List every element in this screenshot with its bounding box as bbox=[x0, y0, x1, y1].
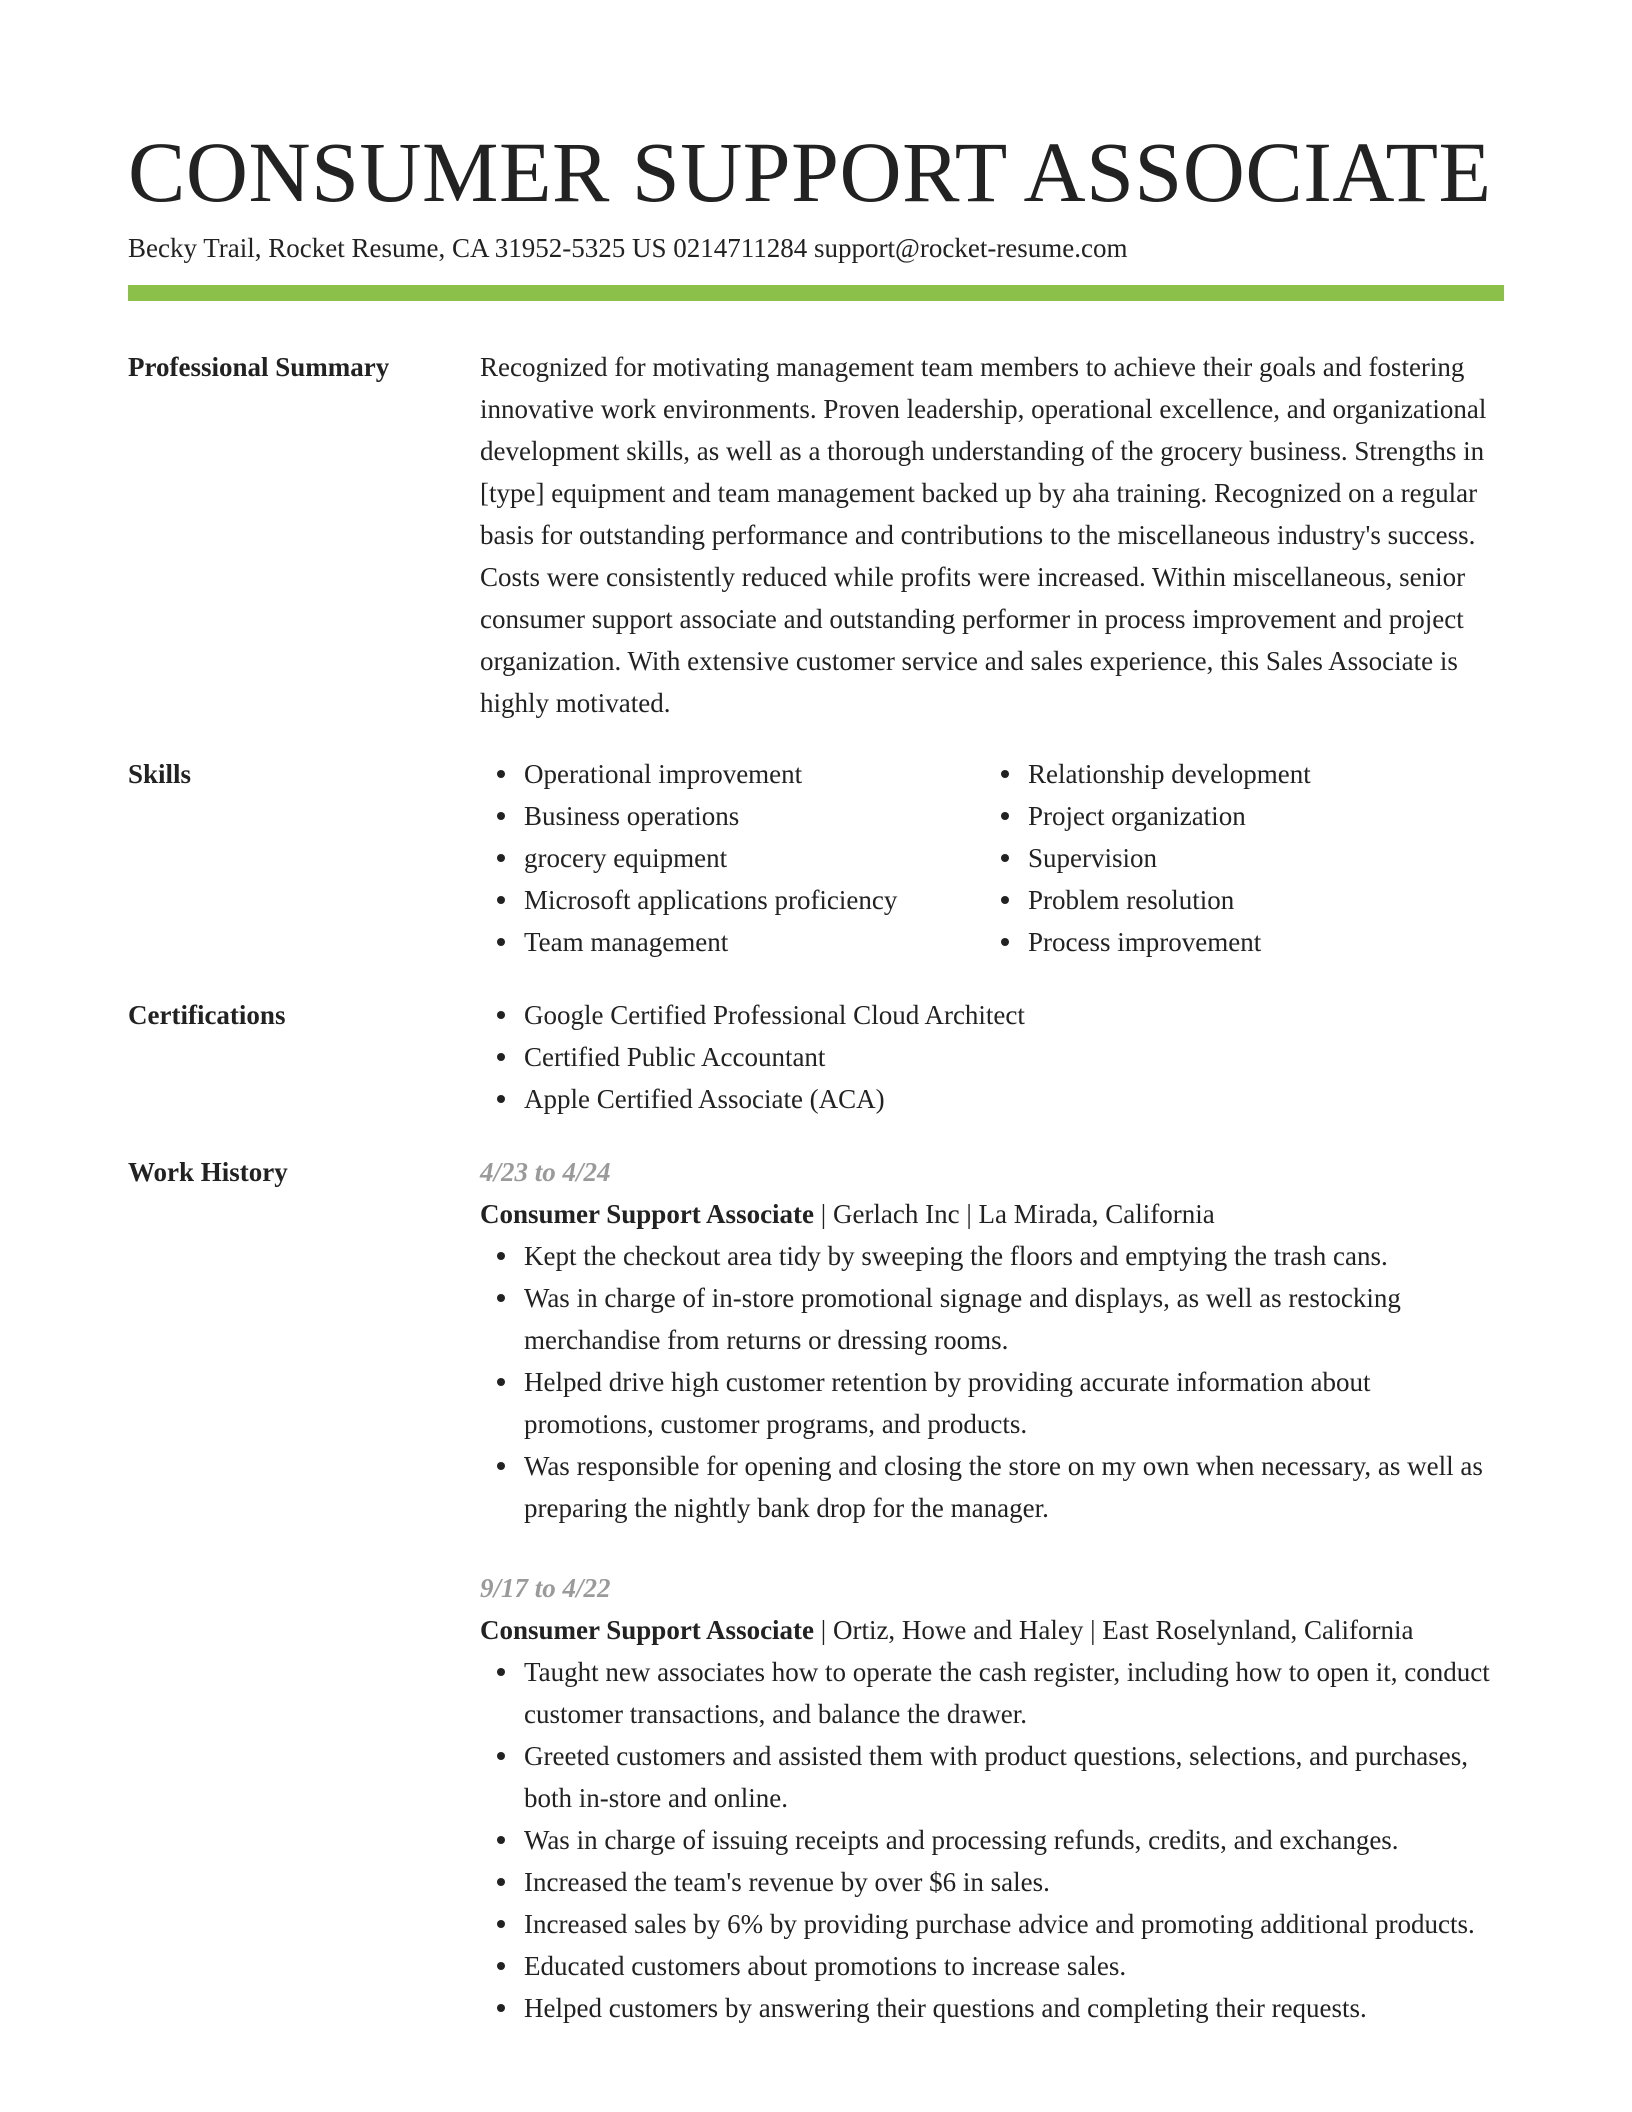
skill-item: grocery equipment bbox=[524, 837, 984, 879]
job-duty-item: Was in charge of issuing receipts and processing refunds, credits, and exchanges. bbox=[524, 1819, 1504, 1861]
certification-item: Apple Certified Associate (ACA) bbox=[524, 1078, 1504, 1120]
job-duty-item: Was in charge of in-store promotional signage and displays, as well as restocking merchandise from returns or dressing rooms. bbox=[524, 1277, 1504, 1361]
skill-item: Relationship development bbox=[1028, 753, 1488, 795]
accent-divider bbox=[128, 285, 1504, 301]
job-duties bbox=[480, 1235, 1504, 1529]
job-heading bbox=[480, 1193, 1504, 1235]
certification-item: Google Certified Professional Cloud Architect bbox=[524, 994, 1504, 1036]
resume-name-heading: CONSUMER SUPPORT ASSOCIATE bbox=[128, 124, 1492, 220]
job-duties bbox=[480, 1651, 1504, 2029]
job-employer-location: | Gerlach Inc | La Mirada, California bbox=[814, 1199, 1215, 1229]
job-dates: 9/17 to 4/22 bbox=[480, 1573, 611, 1603]
skill-item: Microsoft applications proficiency bbox=[524, 879, 984, 921]
job-heading bbox=[480, 1609, 1504, 1651]
skill-item: Project organization bbox=[1028, 795, 1488, 837]
job-title: Consumer Support Associate bbox=[480, 1615, 815, 1645]
certifications-body bbox=[480, 994, 1504, 1120]
job-title: Consumer Support Associate bbox=[480, 1199, 815, 1229]
job-duty-item: Helped customers by answering their questions and completing their requests. bbox=[524, 1987, 1504, 2029]
certification-item: Certified Public Accountant bbox=[524, 1036, 1504, 1078]
skills-heading: Skills bbox=[128, 759, 192, 789]
job-employer-location: | Ortiz, Howe and Haley | East Roselynland, California bbox=[814, 1615, 1414, 1645]
contact-line: Becky Trail, Rocket Resume, CA 31952-5325 US 0214711284 support@rocket-resume.com bbox=[128, 233, 1128, 263]
job-duty-item: Educated customers about promotions to increase sales. bbox=[524, 1945, 1504, 1987]
job-duty-item: Helped drive high customer retention by providing accurate information about promotions, customer programs, and products. bbox=[524, 1361, 1504, 1445]
work-history-heading: Work History bbox=[128, 1157, 288, 1187]
skill-item: Problem resolution bbox=[1028, 879, 1488, 921]
skill-item: Business operations bbox=[524, 795, 984, 837]
job-entry bbox=[480, 1151, 1504, 1529]
summary-body bbox=[480, 346, 1504, 724]
job-duty-item: Taught new associates how to operate the cash register, including how to open it, conduct customer transactions, and balance the drawer. bbox=[524, 1651, 1504, 1735]
work-history-body bbox=[480, 1151, 1504, 2029]
job-duty-item: Kept the checkout area tidy by sweeping the floors and emptying the trash cans. bbox=[524, 1235, 1504, 1277]
certifications-heading: Certifications bbox=[128, 1000, 286, 1030]
summary-heading: Professional Summary bbox=[128, 352, 390, 382]
job-dates: 4/23 to 4/24 bbox=[480, 1157, 611, 1187]
skill-item: Team management bbox=[524, 921, 984, 963]
job-entry bbox=[480, 1567, 1504, 2029]
job-duty-item: Was responsible for opening and closing the store on my own when necessary, as well as preparing the nightly bank drop for the manager. bbox=[524, 1445, 1504, 1529]
skills-body bbox=[480, 753, 1504, 963]
skill-item: Operational improvement bbox=[524, 753, 984, 795]
job-duty-item: Increased sales by 6% by providing purchase advice and promoting additional products. bbox=[524, 1903, 1504, 1945]
summary-text: Recognized for motivating management team members to achieve their goals and fostering innovative work environments. Proven leadership, operational excellence, and organizational development skills, as well as a thorough understanding of the grocery business. Strengths in [type] equipment and team management backed up by aha training. Recognized on a regular basis for outstanding performance and contributions to the miscellaneous industry's success. Costs were consistently reduced while profits were increased. Within miscellaneous, senior consumer support associate and outstanding performer in process improvement and project organization. With extensive customer service and sales experience, this Sales Associate is highly motivated. bbox=[480, 352, 1487, 718]
job-duty-item: Increased the team's revenue by over $6 in sales. bbox=[524, 1861, 1504, 1903]
job-duty-item: Greeted customers and assisted them with product questions, selections, and purchases, both in-store and online. bbox=[524, 1735, 1504, 1819]
skills-column-left bbox=[480, 753, 984, 963]
skills-column-right bbox=[984, 753, 1488, 963]
skill-item: Supervision bbox=[1028, 837, 1488, 879]
skill-item: Process improvement bbox=[1028, 921, 1488, 963]
